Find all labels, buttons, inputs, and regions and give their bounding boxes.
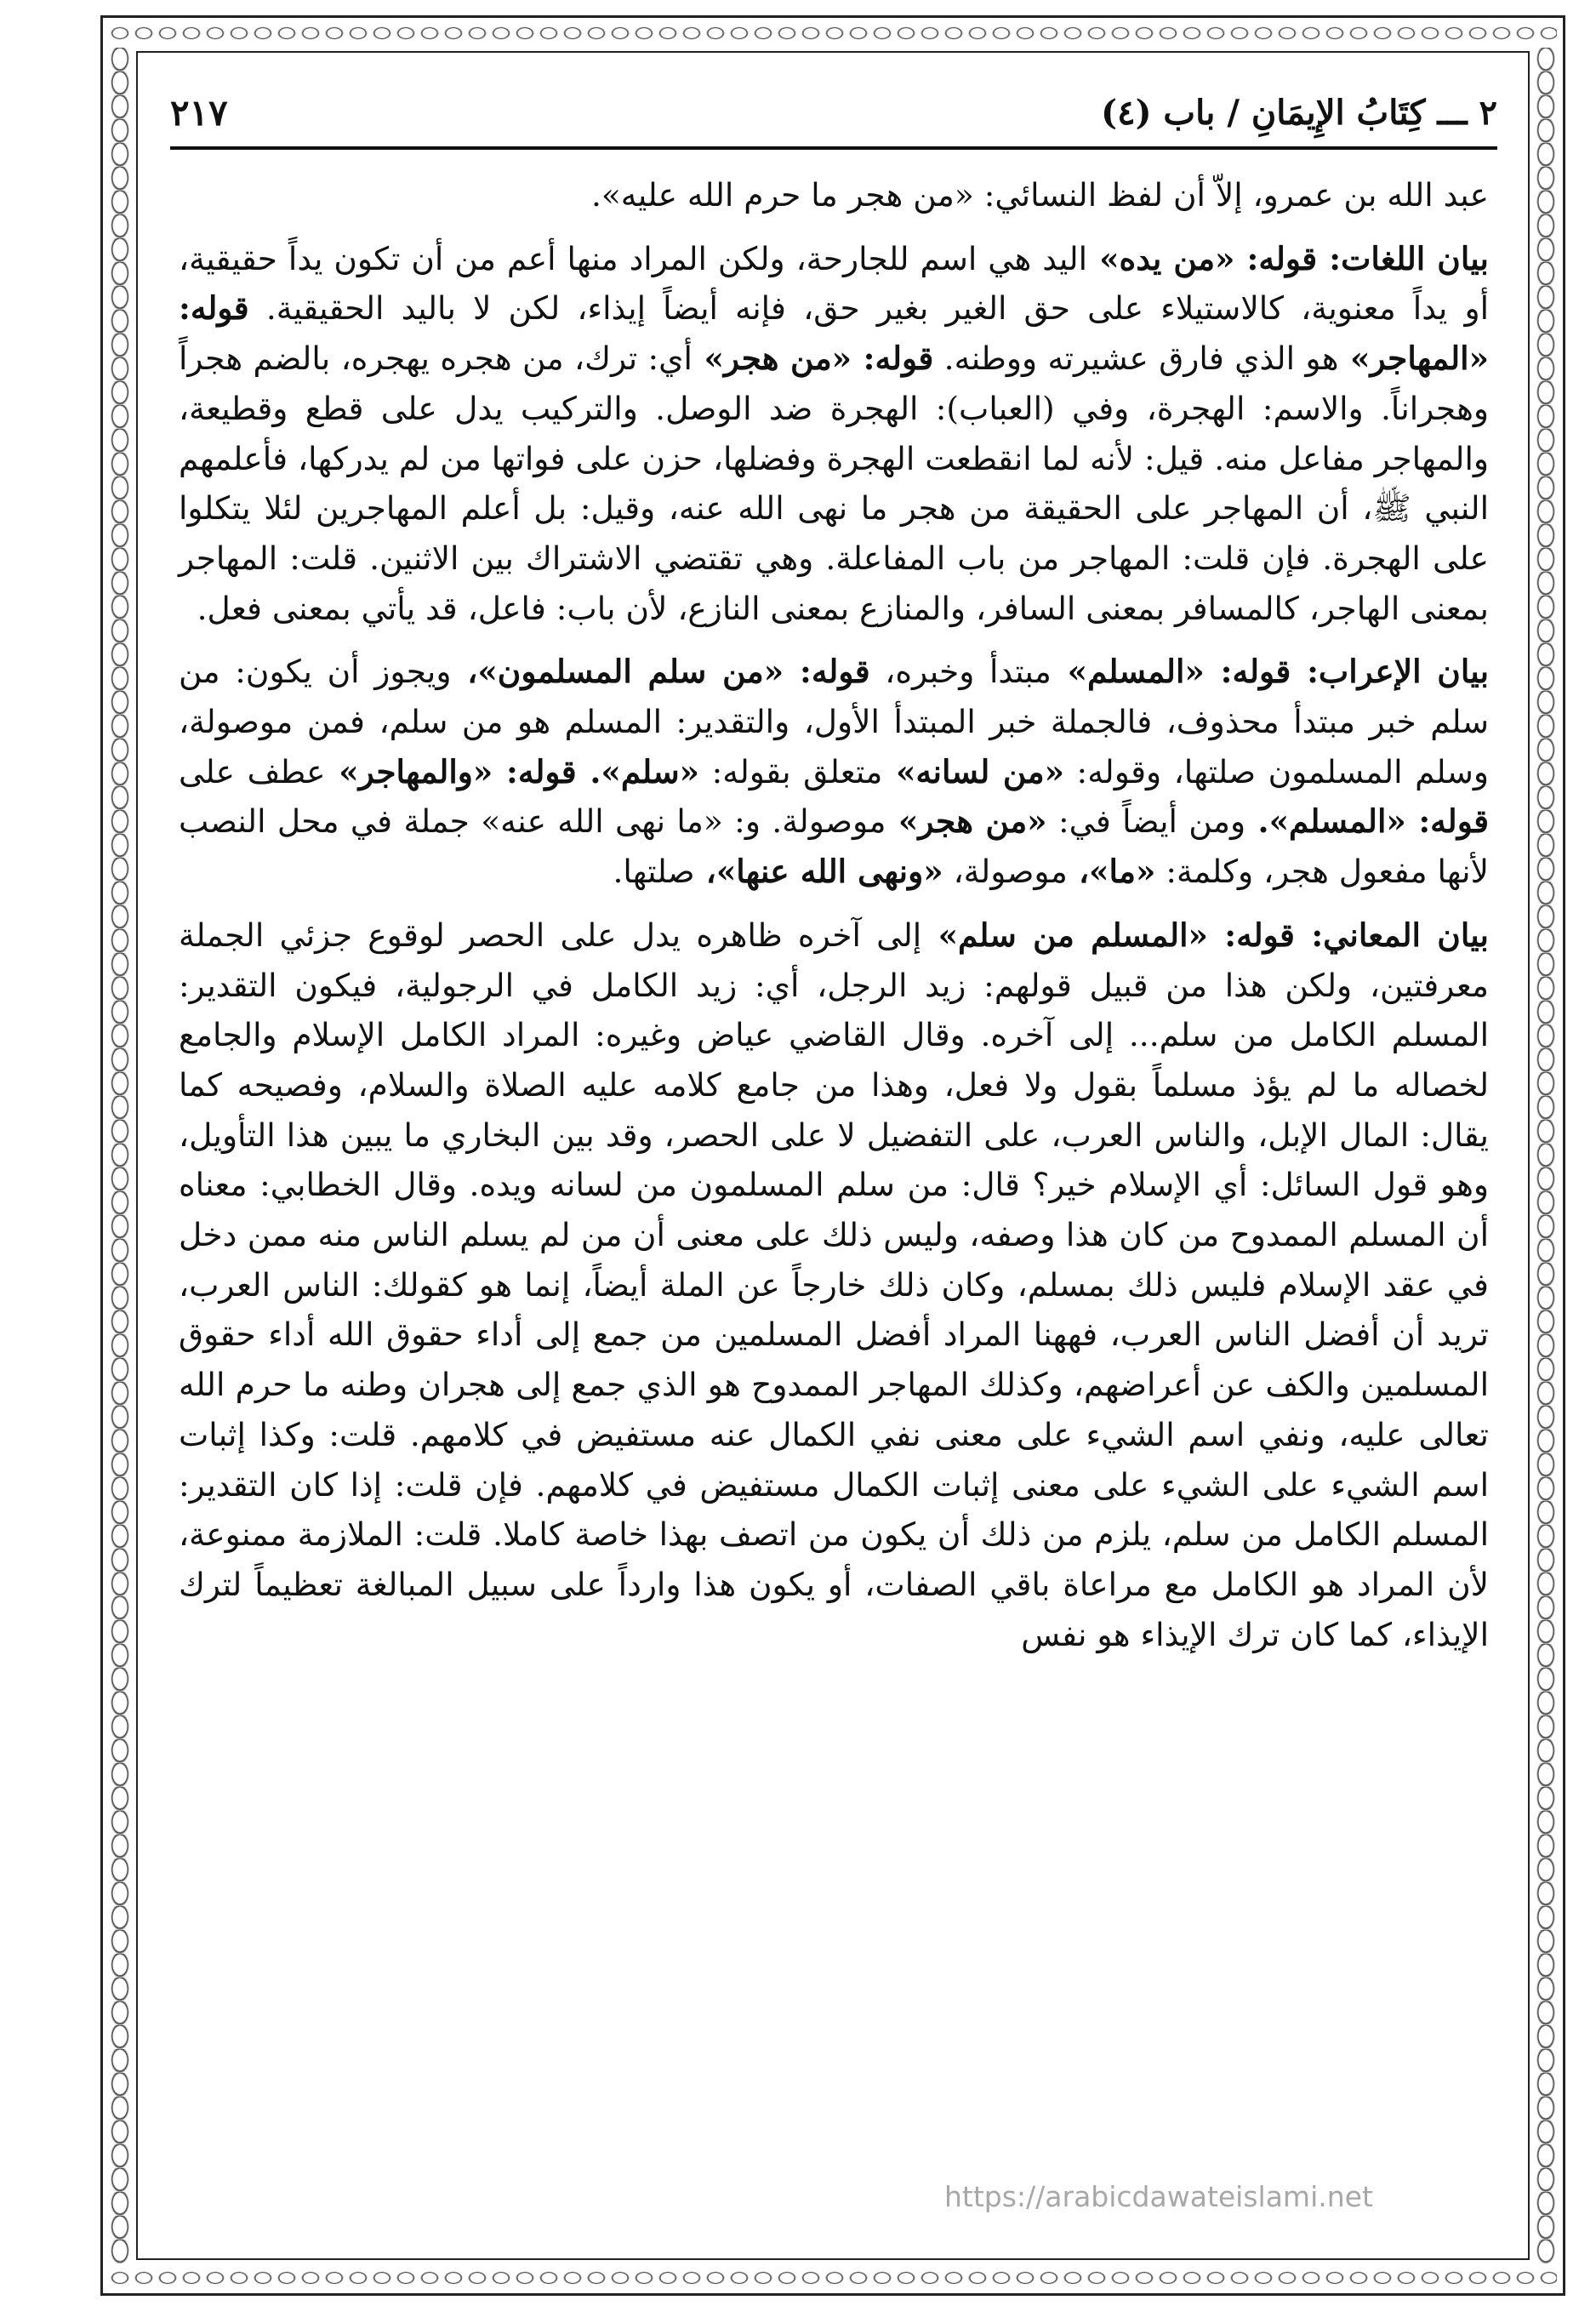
bold-term: «ما»، — [1067, 853, 1156, 891]
bold-term: بيان اللغات: قوله: «من يده» — [1087, 239, 1489, 277]
body-text: اليد هي اسم للجارحة، ولكن المراد منها أعم من أن تكون يداً حقيقية، أو يداً معنوية، كالاستيلاء على حق الغير بغير حق، فإنه أيضاً إيذاء، لكن لا باليد الحقيقية. — [179, 239, 1489, 328]
bold-term: قوله: «من هجر» — [692, 340, 934, 378]
body-text: صلتها. — [613, 853, 695, 891]
running-title: ٢ ـــ كِتَابُ الإِيمَانِ / باب (٤) — [1101, 92, 1497, 133]
body-text: هو الذي فارق عشيرته ووطنه. — [933, 340, 1339, 378]
paragraph-meanings — [179, 910, 1489, 1660]
body-text: ويجوز أن يكون: من سلم خبر مبتدأ محذوف، فالجملة خبر المبتدأ الأول، والتقدير: المسلم هو من سلم، فمن موصولة، وسلم المسلمون صلتها، وقوله: — [179, 653, 1490, 791]
decorative-border-right — [1535, 48, 1557, 2263]
decorative-border-top — [109, 22, 1557, 44]
bold-term: بيان الإعراب: قوله: «المسلم» — [1051, 653, 1490, 691]
body-text: موصولة، — [943, 853, 1068, 891]
page-number: ٢١٧ — [170, 91, 228, 134]
body-text: أي: ترك، من هجره يهجره، بالضم هجراً وهجراناً. والاسم: الهجرة، وفي (العباب): الهجرة ضد الوصل. والتركيب يدل على قطع وقطيعة، والمهاجر مفاعل منه. قيل: لأنه لما انقطعت الهجرة وفضلها، حزن على فواتها من لم يدركها، فأعلمهم النبي ﷺ، أن المهاجر على الحقيقة من هجر ما نهى الله عنه، وقيل: بل أعلم المهاجرين لئلا يتكلوا على الهجرة. فإن قلت: المهاجر من باب المفاعلة. وهي تقتضي الاشتراك بين الاثنين. قلت: المهاجر بمعنى الهاجر، كالمسافر بمعنى السافر، والمنازع بمعنى النازع، لأن باب: فاعل، قد يأتي بمعنى فعل. — [179, 340, 1489, 627]
header-divider — [170, 146, 1497, 150]
decorative-border-bottom — [109, 2267, 1557, 2289]
bold-term: «سلم». قوله: «والمهاجر» — [325, 752, 700, 791]
body-text: مبتدأ وخبره، — [869, 653, 1052, 691]
paragraph-lexicon — [179, 234, 1489, 634]
bold-term: قوله: «من سلم المسلمون»، — [451, 653, 870, 691]
body-text: إلى آخره ظاهره يدل على الحصر لوقوع جزئي الجملة معرفتين، ولكن هذا من قبيل قولهم: زيد الرجل، أي: زيد الكامل في الرجولية، فيكون التقدير: المسلم الكامل من سلم... إلى آخره. وقال القاضي عياض وغيره: المراد الكامل الإسلام والجامع لخصاله ما لم يؤذ مسلماً بقول ولا فعل، وهذا من جامع كلامه عليه الصلاة والسلام، وفصيحه كما يقال: المال الإبل، والناس العرب، على التفضيل لا على الحصر، وقد بين البخاري ما يبين هذا التأويل، وهو قول السائل: أي الإسلام خير؟ قال: من سلم المسلمون من لسانه ويده. وقال الخطابي: معناه أن المسلم الممدوح من كان هذا وصفه، وليس ذلك على معنى أن من لم يسلم الناس منه ممن دخل في عقد الإسلام فليس ذلك بمسلم، وكان ذلك خارجاً عن الملة أيضاً، إنما هو كقولك: الناس العرب، تريد أن أفضل الناس العرب، فههنا المراد أفضل المسلمين من جمع إلى أداء حقوق الله أداء حقوق المسلمين والكف عن أعراضهم، وكذلك المهاجر الممدوح هو الذي جمع إلى هجران وطنه ما حرم الله تعالى عليه، ونفي اسم الشيء على معنى نفي الكمال عنه مستفيض في كلامهم. قلت: وكذا إثبات اسم الشيء على الشيء على معنى إثبات الكمال مستفيض في كلامهم. فإن قلت: إذا كان التقدير: المسلم الكامل من سلم، يلزم من ذلك أن يكون من اتصف بهذا خاصة كاملا. قلت: الملازمة ممنوعة، لأن المراد هو الكامل مع مراعاة باقي الصفات، أو يكون هذا وارداً على سبيل المبالغة تعظيماً لترك الإيذاء، كما كان ترك الإيذاء هو نفس — [179, 916, 1489, 1653]
body-text: ومن أيضاً في: — [1046, 802, 1246, 841]
page-header — [170, 78, 1497, 146]
watermark-url: https://arabicdawateislami.net — [944, 2180, 1373, 2213]
bold-term: «من لسانه» — [882, 752, 1065, 791]
paragraph-intro — [179, 170, 1489, 220]
paragraph-grammar — [179, 647, 1489, 897]
decorative-border-left — [109, 48, 131, 2263]
bold-term: بيان المعاني: قوله: «المسلم من سلم» — [921, 916, 1489, 954]
bold-term: قوله: «المسلم». — [1245, 802, 1490, 841]
body-text: موصولة. و: «ما نهى الله عنه» جملة في محل النصب لأنها مفعول هجر، وكلمة: — [179, 802, 1489, 891]
body-text: عبد الله بن عمرو، إلاّ أن لفظ النسائي: «من هجر ما حرم الله عليه». — [590, 176, 1489, 214]
body-text: متعلق بقوله: — [699, 752, 883, 791]
bold-term: قوله: «المهاجر» — [179, 289, 1490, 378]
bold-term: «من هجر» — [886, 802, 1047, 841]
bold-term: «ونهى الله عنها»، — [694, 853, 943, 891]
page-body — [179, 170, 1489, 1659]
body-text: عطف على — [179, 752, 326, 791]
